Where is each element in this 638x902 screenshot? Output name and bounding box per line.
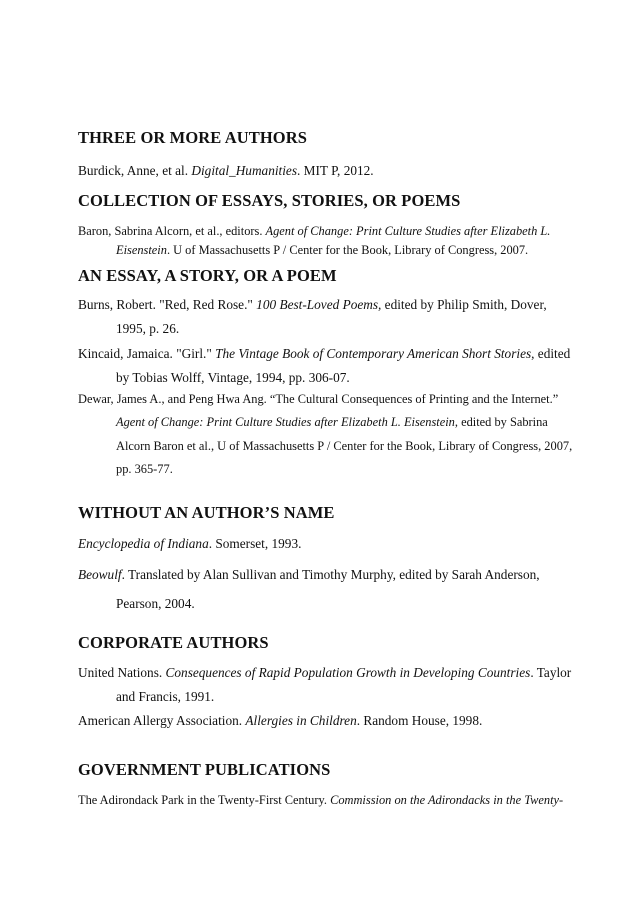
citation-line: and Francis, 1991. — [116, 689, 215, 704]
citation-line: Eisenstein. U of Massachusetts P / Center for the Book, Library of Congress, 2007. — [116, 243, 529, 257]
citation-line: Alcorn Baron et al., U of Massachusetts P / Center for the Book, Library of Congress, 2007, — [116, 439, 573, 453]
section-heading: THREE OR MORE AUTHORS — [78, 128, 308, 147]
citation-line: Agent of Change: Print Culture Studies after Elizabeth L. Eisenstein, edited by Sabrina — [116, 415, 548, 429]
citation-line: Beowulf. Translated by Alan Sullivan and Timothy Murphy, edited by Sarah Anderson, — [78, 567, 540, 582]
citation-line: Kincaid, Jamaica. "Girl." The Vintage Book of Contemporary American Short Stories, edited — [78, 346, 571, 361]
citation-line: The Adirondack Park in the Twenty-First Century. Commission on the Adirondacks in the Twenty- — [78, 793, 564, 807]
citation-line: by Tobias Wolff, Vintage, 1994, pp. 306-07. — [116, 370, 350, 385]
citation-line: Dewar, James A., and Peng Hwa Ang. “The Cultural Consequences of Printing and the Internet.” — [78, 392, 559, 406]
citation-line: pp. 365-77. — [116, 462, 173, 476]
citation-line: Pearson, 2004. — [116, 596, 195, 611]
section-heading: COLLECTION OF ESSAYS, STORIES, OR POEMS — [78, 191, 461, 210]
citation-line: Burns, Robert. "Red, Red Rose." 100 Best-Loved Poems, edited by Philip Smith, Dover, — [78, 297, 547, 312]
section-heading: CORPORATE AUTHORS — [78, 633, 269, 652]
citation-line: Burdick, Anne, et al. Digital_Humanities. MIT P, 2012. — [78, 163, 374, 178]
section-heading: AN ESSAY, A STORY, OR A POEM — [78, 266, 337, 285]
citation-line: United Nations. Consequences of Rapid Population Growth in Developing Countries. Taylor — [78, 665, 572, 680]
citation-line: American Allergy Association. Allergies in Children. Random House, 1998. — [78, 713, 483, 728]
citation-line: Baron, Sabrina Alcorn, et al., editors. Agent of Change: Print Culture Studies after Elizabeth L. — [78, 224, 551, 238]
citation-line: 1995, p. 26. — [116, 321, 180, 336]
citation-line: Encyclopedia of Indiana. Somerset, 1993. — [78, 536, 302, 551]
section-heading: GOVERNMENT PUBLICATIONS — [78, 760, 331, 779]
section-heading: WITHOUT AN AUTHOR’S NAME — [78, 503, 335, 522]
